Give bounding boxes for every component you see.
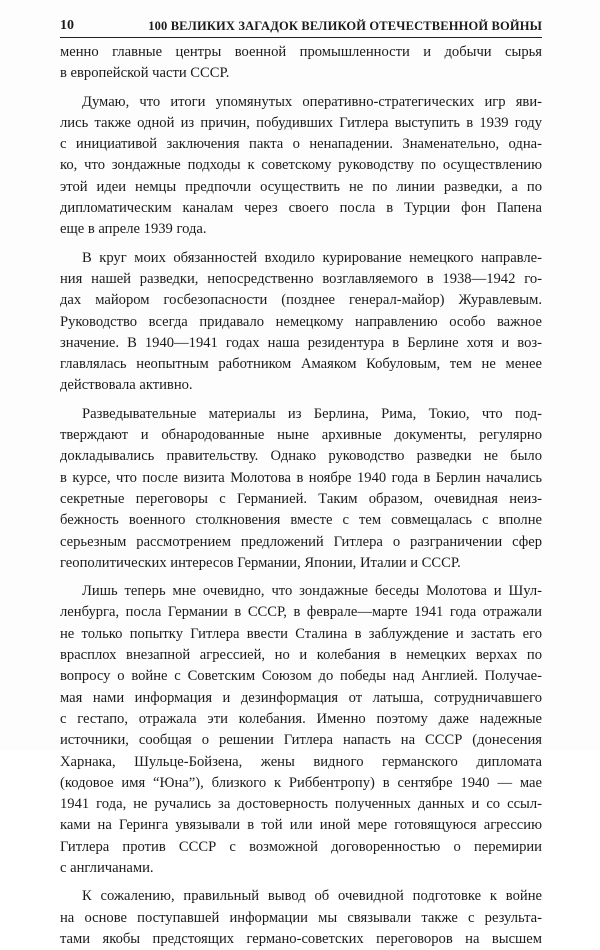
paragraph: [60, 248, 542, 397]
text-line: Разведывательные материалы из Берлина, Рима, Токио, что под-: [82, 405, 542, 422]
text-line: серьезным рассмотрением предложений Гитлера о разграничении сфер: [60, 533, 542, 550]
text-line: с гестапо, отражала эти колебания. Именно поэтому даже надежные: [60, 710, 542, 727]
text-line: на основе поступавшей информации мы связывали также с результа-: [60, 909, 542, 926]
text-line: в европейской части СССР.: [60, 65, 230, 82]
text-line: менно главные центры военной промышленности и добычи сырья: [60, 44, 542, 60]
text-line: с англичанами.: [60, 859, 154, 876]
paragraph: [60, 581, 542, 879]
text-line: Думаю, что итоги упомянутых оперативно-стратегических игр яви-: [82, 93, 542, 110]
text-line: главлялась неопытным работником Амаяком Кобуловым, тем не менее: [60, 356, 542, 373]
text-line: действовала активно.: [60, 377, 193, 394]
text-line: тверждают и обнародованные ныне архивные документы, регулярно: [60, 427, 542, 444]
running-title: 100 ВЕЛИКИХ ЗАГАДОК ВЕЛИКОЙ ОТЕЧЕСТВЕННОЙ ВОЙНЫ: [148, 19, 542, 33]
text-line: вопросу о войне с Советским Союзом до победы над Англией. Получае-: [60, 668, 542, 685]
text-line: источники, сообщая о решении Гитлера напасть на СССР (донесения: [60, 732, 542, 749]
text-line: тами якобы предстоящих германо-советских переговоров на высшем: [60, 930, 542, 947]
text-line: этой идеи немцы предпочли осуществить не по линии разведки, а по: [60, 178, 542, 195]
text-line: Гитлера против СССР с возможной договоренностью о перемирии: [60, 838, 542, 855]
text-line: значение. В 1940—1941 годах наша резидентура в Берлине хотя и воз-: [60, 334, 542, 351]
text-line: бежность военного столкновения вместе с тем совмещалась с вполне: [60, 512, 542, 529]
text-line: докладывались правительству. Однако руководство разведки не было: [60, 448, 542, 465]
text-line: В круг моих обязанностей входило курирование немецкого направле-: [82, 249, 542, 266]
text-line: секретные переговоры с Германией. Таким образом, очевидная неиз-: [60, 490, 542, 507]
text-line: (кодовое имя “Юна”), близкого к Риббентропу) в сентябре 1940 — мае: [60, 774, 542, 791]
text-line: лись также одной из причин, побудивших Гитлера выступить в 1939 году: [60, 114, 542, 131]
text-line: дипломатическим каналам через своего посла в Турции фон Папена: [60, 200, 542, 217]
text-line: 1941 года, не ручались за достоверность полученных данных и со ссыл-: [60, 796, 542, 813]
text-line: К сожалению, правильный вывод об очевидной подготовке к войне: [82, 888, 542, 905]
text-line: геополитических интересов Германии, Японии, Италии и СССР.: [60, 554, 461, 571]
paragraph: [60, 42, 542, 85]
text-line: врасплох внезапной агрессией, но и колебания в немецких верхах по: [60, 647, 542, 664]
text-line: еще в апреле 1939 года.: [60, 221, 207, 238]
text-line: Харнака, Шульце-Бойзена, жены видного германского дипломата: [60, 753, 542, 770]
page-body: [60, 42, 542, 950]
text-line: дах майором госбезопасности (позднее генерал-майор) Журавлевым.: [60, 292, 542, 309]
text-line: ками на Геринга увязывали в той или иной мере готовящуюся агрессию: [60, 817, 542, 834]
text-line: ленбурга, посла Германии в СССР, в феврале—марте 1941 года отражали: [60, 604, 542, 621]
text-line: ко, что зондажные подходы к советскому руководству по осуществлению: [60, 157, 542, 174]
text-line: ния нашей разведки, непосредственно возглавляемого в 1938—1942 го-: [60, 270, 542, 287]
paragraph: [60, 404, 542, 574]
text-line: мая нами информация и дезинформация от латыша, сотрудничавшего: [60, 689, 542, 706]
text-line: с инициативой заключения пакта о ненападении. Знаменательно, одна-: [60, 136, 542, 153]
paragraph: [60, 92, 542, 241]
text-line: в курсе, что после визита Молотова в ноябре 1940 года в Берлин начались: [60, 469, 542, 486]
page-number: 10: [60, 18, 74, 33]
text-line: Руководство всегда придавало немецкому направлению особо важное: [60, 313, 542, 330]
text-line: Лишь теперь мне очевидно, что зондажные беседы Молотова и Шул-: [82, 583, 542, 600]
text-line: не только попытку Гитлера ввести Сталина в заблуждение и застать его: [60, 625, 542, 642]
page-header: [60, 17, 542, 38]
paragraph: [60, 886, 542, 950]
